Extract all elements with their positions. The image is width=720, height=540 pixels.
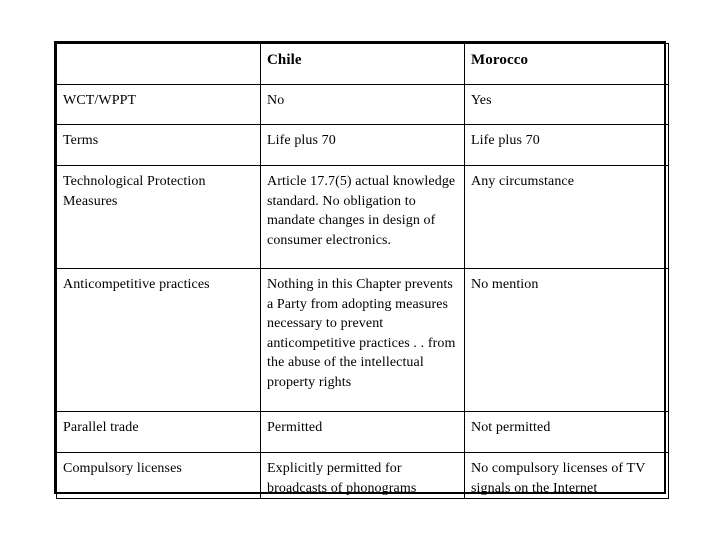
comparison-table-container <box>54 41 666 494</box>
morocco-cell: Yes <box>465 85 669 125</box>
table-row <box>57 85 669 125</box>
chile-cell: Life plus 70 <box>261 125 465 166</box>
chile-cell: No <box>261 85 465 125</box>
morocco-cell: Not permitted <box>465 412 669 453</box>
chile-cell: Permitted <box>261 412 465 453</box>
header-empty-cell <box>57 44 261 85</box>
table-header-row <box>57 44 669 85</box>
morocco-cell: No mention <box>465 269 669 412</box>
row-label-cell: Compulsory licenses <box>57 453 261 499</box>
header-morocco: Morocco <box>465 44 669 85</box>
morocco-cell: Any circumstance <box>465 166 669 269</box>
morocco-cell: Life plus 70 <box>465 125 669 166</box>
morocco-cell: No compulsory licenses of TV signals on the Internet <box>465 453 669 499</box>
row-label-cell: WCT/WPPT <box>57 85 261 125</box>
table-row <box>57 125 669 166</box>
table-row <box>57 453 669 499</box>
row-label-cell: Technological Protection Measures <box>57 166 261 269</box>
table-row <box>57 166 669 269</box>
chile-cell: Article 17.7(5) actual knowledge standard. No obligation to mandate changes in design of consumer electronics. <box>261 166 465 269</box>
row-label-cell: Terms <box>57 125 261 166</box>
chile-cell: Explicitly permitted for broadcasts of phonograms <box>261 453 465 499</box>
table-row <box>57 412 669 453</box>
header-chile: Chile <box>261 44 465 85</box>
row-label-cell: Parallel trade <box>57 412 261 453</box>
comparison-table <box>56 43 669 499</box>
row-label-cell: Anticompetitive practices <box>57 269 261 412</box>
chile-cell: Nothing in this Chapter prevents a Party from adopting measures necessary to prevent anticompetitive practices . . from the abuse of the intellectual property rights <box>261 269 465 412</box>
table-row <box>57 269 669 412</box>
